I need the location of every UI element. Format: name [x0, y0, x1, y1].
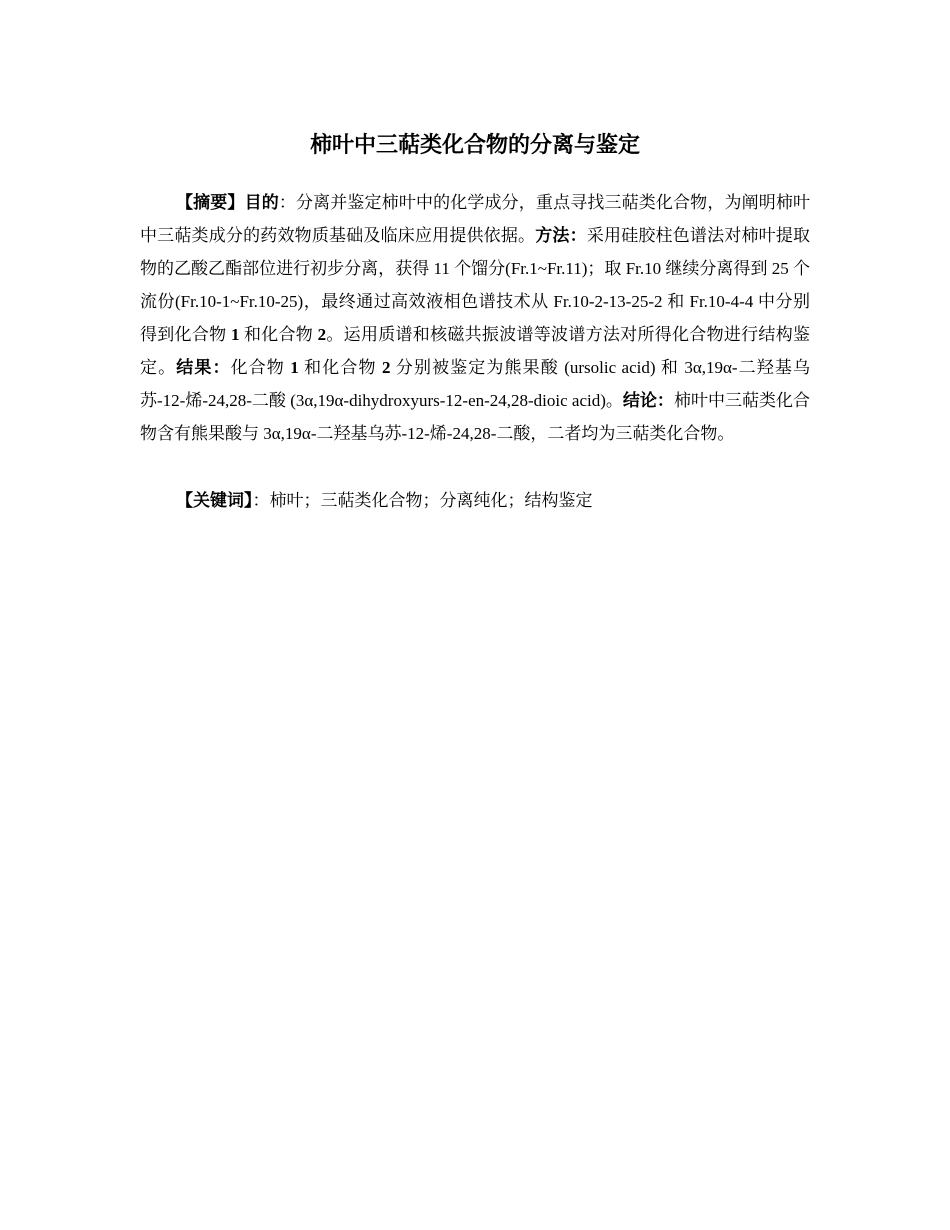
keywords-paragraph [140, 484, 810, 517]
abstract-paragraph [140, 186, 810, 450]
keywords-separator: ： [252, 491, 270, 510]
keywords-label: 【关键词】 [176, 491, 253, 510]
methods-text-end: 。运用质谱和核磁共振波谱等波谱方法对所得化合物进行结构鉴定。 [140, 325, 810, 377]
compound-1-ref: 1 [230, 325, 240, 344]
methods-text: 采用硅胶柱色谱法对柿叶提取物的乙酸乙酯部位进行初步分离，获得 11 个馏分(Fr.1~Fr.11)；取 Fr.10 继续分离得到 25 个流份(Fr.10-1~Fr.10-25)，最终通过高效液相色谱技术从 Fr.10-2-13-25-2 和 Fr.10-4-4 中分别得到化合物 [140, 226, 811, 344]
results-text-end: 分别被鉴定为熊果酸 (ursolic acid) 和 3α,19α-二羟基乌苏-12-烯-24,28-二酸 (3α,19α-dihydroxyurs-12-en-24,28-dioic acid)。 [140, 358, 811, 410]
results-text-and: 和化合物 [298, 358, 382, 377]
abstract-label: 【摘要】 [176, 193, 245, 212]
keywords-text: 柿叶；三萜类化合物；分离纯化；结构鉴定 [269, 491, 593, 510]
paper-title: 柿叶中三萜类化合物的分离与鉴定 [309, 133, 640, 158]
conclusion-label: 结论： [622, 391, 674, 410]
methods-label: 方法： [535, 226, 587, 245]
compound-2-ref: 2 [317, 325, 327, 344]
methods-text-and: 和化合物 [239, 325, 318, 344]
results-text: 化合物 [230, 358, 291, 377]
objective-separator: ： [278, 193, 296, 212]
conclusion-text: 柿叶中三萜类化合物含有熊果酸与 3α,19α-二羟基乌苏-12-烯-24,28-二酸，二者均为三萜类化合物。 [140, 391, 811, 443]
objective-label: 目的 [244, 193, 279, 212]
results-compound-2-ref: 2 [381, 358, 391, 377]
objective-text: 分离并鉴定柿叶中的化学成分，重点寻找三萜类化合物，为阐明柿叶中三萜类成分的药效物质基础及临床应用提供依据。 [140, 193, 811, 245]
results-label: 结果： [176, 358, 231, 377]
results-compound-1-ref: 1 [290, 358, 299, 377]
